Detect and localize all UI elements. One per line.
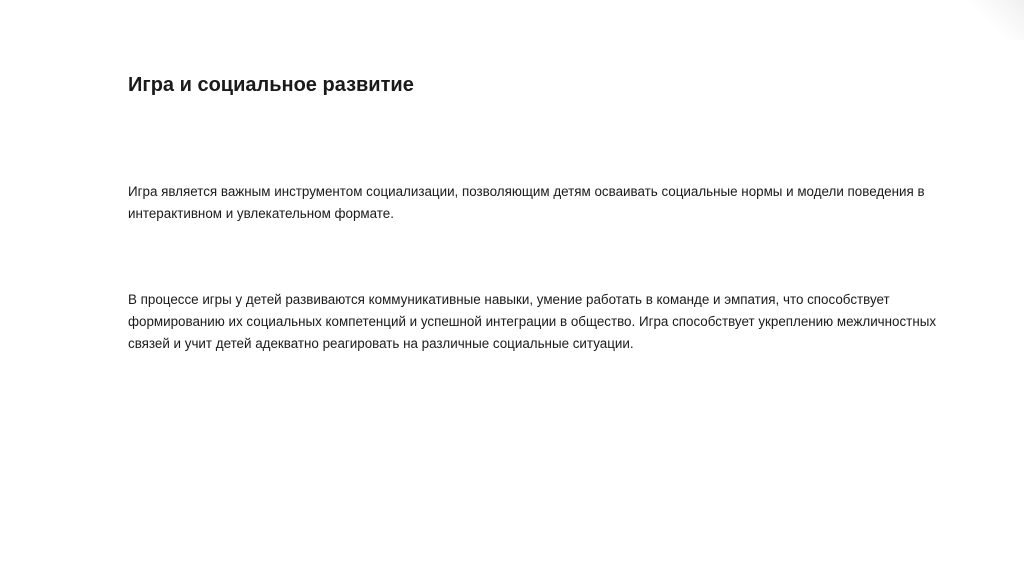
slide-title: Игра и социальное развитие (128, 74, 414, 96)
corner-shadow (964, 0, 1024, 40)
paragraph-socialization: Игра является важным инструментом социализации, позволяющим детям осваивать социальные нормы и модели поведения в интерактивном и увлекательном формате. (128, 184, 925, 221)
paragraph-skills: В процессе игры у детей развиваются коммуникативные навыки, умение работать в команде и эмпатия, что способствует формированию их социальных компетенций и успешной интеграции в общество. Игра способствует укреплению межличностных связей и учит детей адекватно реагировать на различные социальные ситуации. (128, 292, 937, 351)
